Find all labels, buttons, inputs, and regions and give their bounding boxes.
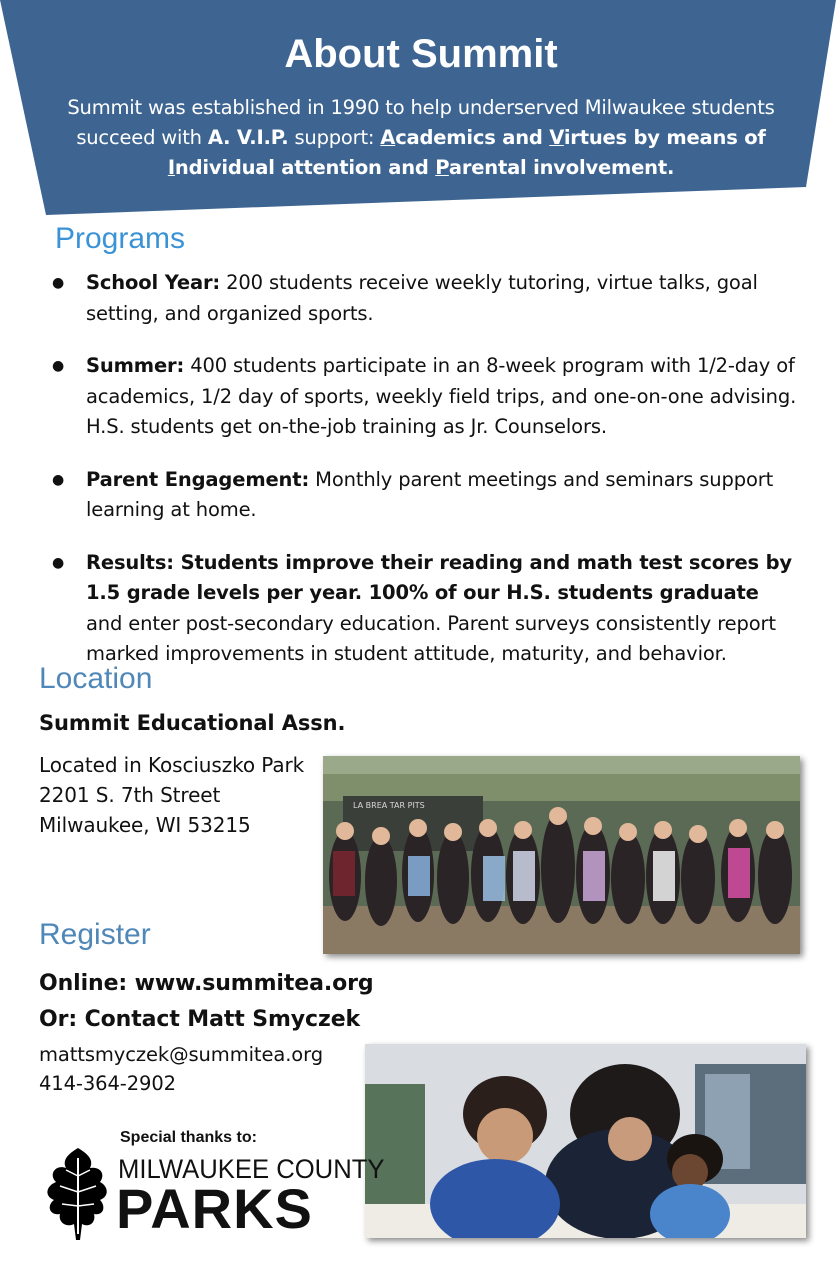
contact-phone: 414-364-2902 [39,1072,176,1095]
program-item: ● Parent Engagement: Monthly parent meetings and seminars support learning at home. [40,465,800,526]
address-line-1: Located in Kosciuszko Park [39,753,305,777]
program-item: ● Results: Students improve their reading and math test scores by 1.5 grade levels per year. 100% of our H.S. students graduate and enter post-secondary education. Parent surveys consistently report marked improvements in student attitude, maturity, and behavior. [40,548,800,670]
bullet-icon: ● [52,275,65,291]
program-item: ● School Year: 200 students receive weekly tutoring, virtue talks, goal setting, and organized sports. [40,268,800,329]
sign-text: LA BREA TAR PITS [353,801,425,810]
contact-email[interactable]: mattsmyczek@summitea.org [39,1043,323,1066]
org-name: Summit Educational Assn. [39,711,346,735]
register-online[interactable]: Online: www.summitea.org [39,971,374,996]
tutoring-photo [365,1044,806,1238]
oak-leaf-icon [44,1146,112,1242]
county-logo-text: MILWAUKEE COUNTY [118,1154,385,1184]
bullet-icon: ● [52,554,65,571]
address-line-2: 2201 S. 7th Street [39,783,221,807]
bullet-icon: ● [52,358,65,374]
intro-text: Summit was established in 1990 to help underserved Milwaukee students succeed with A. V.I.P. support: Academics and Virtues by means of Individual attention and Parental involvement. [67,96,775,179]
thanks-label: Special thanks to: [120,1129,257,1146]
programs-list [40,268,800,692]
program-item: ● Summer: 400 students participate in an 8-week program with 1/2-day of academics, 1/2 day of sports, weekly field trips, and one-on-one advising. H.S. students get on-the-job training as Jr. Counselors. [40,351,800,443]
parks-logo-text: PARKS [116,1177,313,1240]
register-contact: Or: Contact Matt Smyczek [39,1007,361,1032]
programs-heading: Programs [55,222,186,255]
page-title: About Summit [284,32,558,76]
group-photo [323,756,800,954]
register-heading: Register [39,918,151,951]
address-line-3: Milwaukee, WI 53215 [39,813,251,837]
header-banner [0,0,836,215]
bullet-icon: ● [52,471,65,488]
location-heading: Location [39,662,153,695]
